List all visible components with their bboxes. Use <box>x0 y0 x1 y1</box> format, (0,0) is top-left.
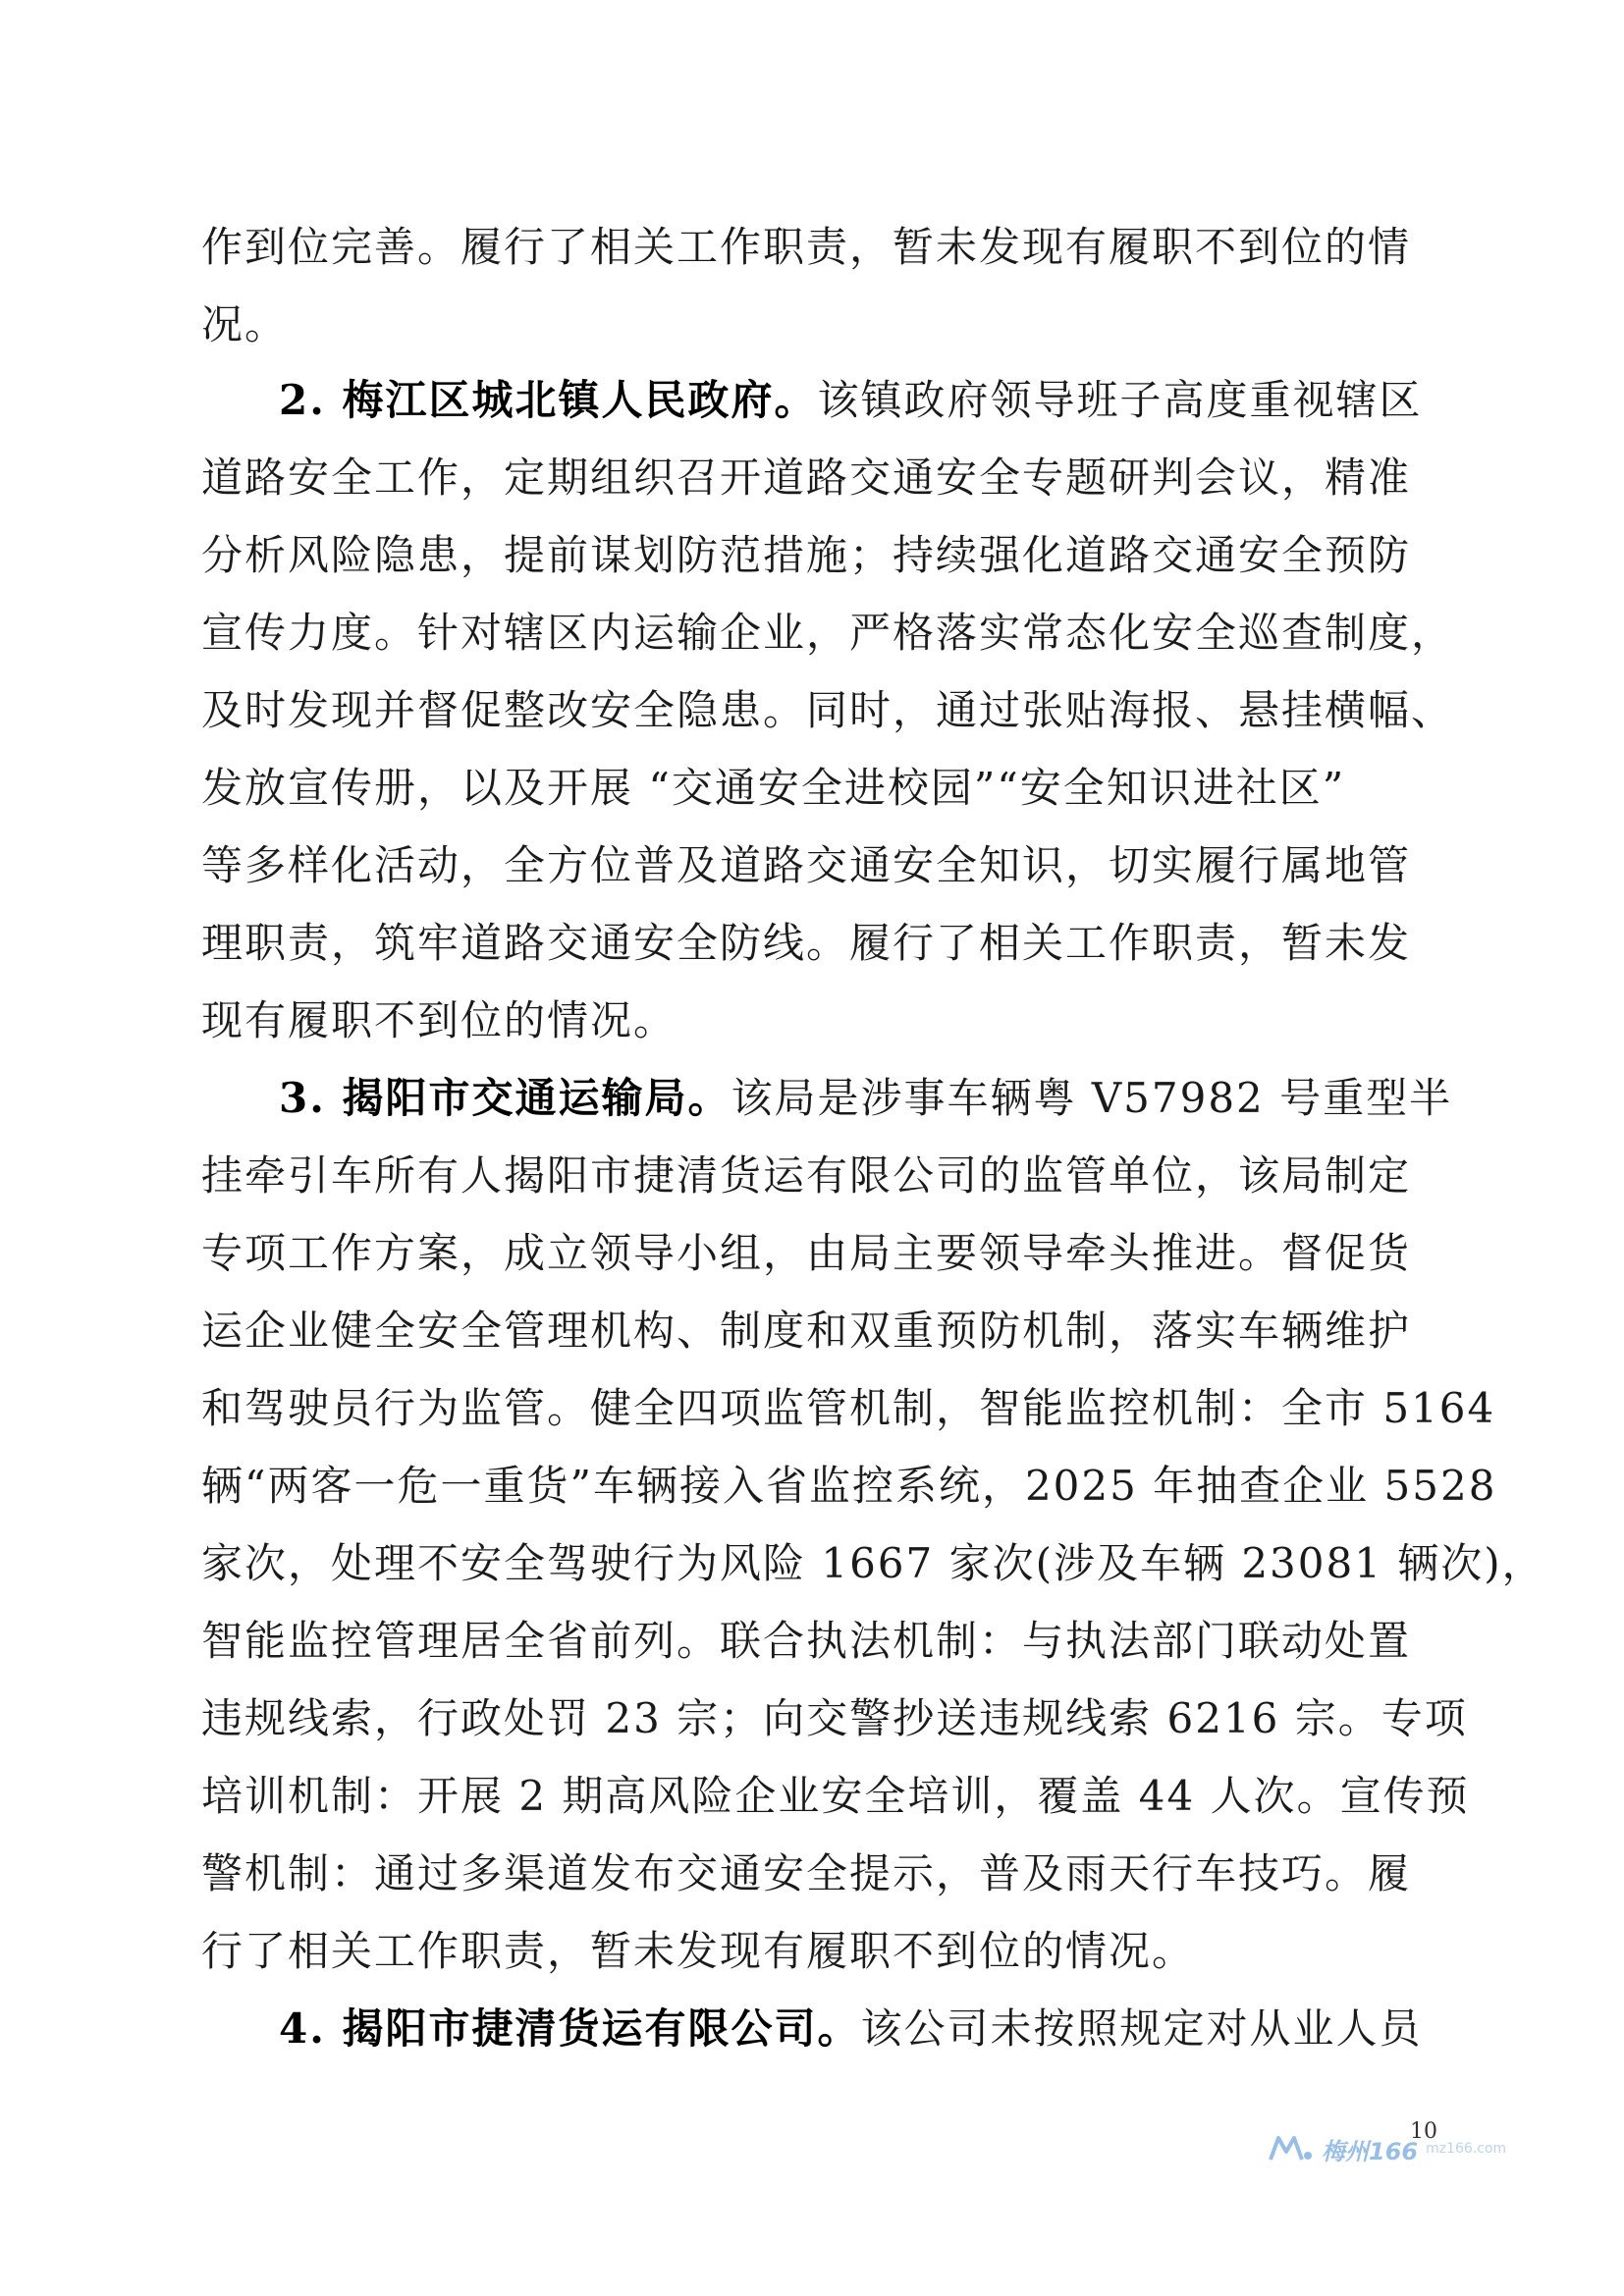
body-line: 挂牵引车所有人揭阳市捷清货运有限公司的监管单位，该局制定 <box>201 1151 1412 1200</box>
body-line: 分析风险隐患，提前谋划防范措施；持续强化道路交通安全预防 <box>201 531 1412 579</box>
page-number: 10 <box>1410 2119 1437 2144</box>
section-3-heading-line <box>279 1069 1453 1128</box>
section-2-title: 2. 梅江区城北镇人民政府。 <box>279 376 818 424</box>
section-2-heading-line <box>279 371 1429 430</box>
body-line: 违规线索，行政处罚 23 宗；向交警抄送违规线索 6216 宗。专项 <box>201 1694 1468 1742</box>
body-line: 运企业健全安全管理机构、制度和双重预防机制，落实车辆维护 <box>201 1307 1412 1355</box>
section-4-title: 4. 揭阳市捷清货运有限公司。 <box>279 2004 861 2053</box>
watermark <box>1267 2132 1532 2165</box>
body-line: 专项工作方案，成立领导小组，由局主要领导牵头推进。督促货 <box>201 1229 1412 1277</box>
section-3-text: 该局是涉事车辆粤 V57982 号重型半 <box>731 1074 1453 1122</box>
watermark-url: mz166.com <box>1426 2141 1507 2157</box>
body-line: 发放宣传册，以及开展 “交通安全进校园”“安全知识进社区” <box>201 764 1346 812</box>
body-line: 警机制：通过多渠道发布交通安全提示，普及雨天行车技巧。履 <box>201 1849 1412 1897</box>
section-2-text: 该镇政府领导班子高度重视辖区 <box>817 376 1423 424</box>
body-line: 理职责，筑牢道路交通安全防线。履行了相关工作职责，暂未发 <box>201 919 1412 967</box>
section-4-text: 该公司未按照规定对从业人员 <box>860 2004 1423 2053</box>
watermark-brand: 梅州166 <box>1322 2137 1419 2165</box>
watermark-logo-icon <box>1267 2134 1314 2163</box>
section-3-title: 3. 揭阳市交通运输局。 <box>279 1074 731 1122</box>
body-line: 智能监控管理居全省前列。联合执法机制：与执法部门联动处置 <box>201 1617 1412 1665</box>
body-line: 培训机制：开展 2 期高风险企业安全培训，覆盖 44 人次。宣传预 <box>201 1772 1470 1820</box>
body-line: 作到位完善。履行了相关工作职责，暂未发现有履职不到位的情 <box>201 223 1412 271</box>
body-line: 家次，处理不安全驾驶行为风险 1667 家次(涉及车辆 23081 辆次)， <box>201 1539 1545 1587</box>
body-line: 宣传力度。针对辖区内运输企业，严格落实常态化安全巡查制度， <box>201 609 1455 657</box>
body-line: 和驾驶员行为监管。健全四项监管机制，智能监控机制：全市 5164 <box>201 1384 1496 1432</box>
body-line: 道路安全工作，定期组织召开道路交通安全专题研判会议，精准 <box>201 454 1412 502</box>
section-4-heading-line <box>279 2000 1429 2058</box>
body-line: 及时发现并督促整改安全隐患。同时，通过张贴海报、悬挂横幅、 <box>201 686 1455 734</box>
body-line: 况。 <box>201 300 289 348</box>
body-line: 等多样化活动，全方位普及道路交通安全知识，切实履行属地管 <box>201 841 1412 889</box>
body-line: 行了相关工作职责，暂未发现有履职不到位的情况。 <box>201 1927 1196 1975</box>
body-line: 辆“两客一危一重货”车辆接入省监控系统，2025 年抽查企业 5528 <box>201 1462 1497 1510</box>
body-line: 现有履职不到位的情况。 <box>201 996 677 1044</box>
